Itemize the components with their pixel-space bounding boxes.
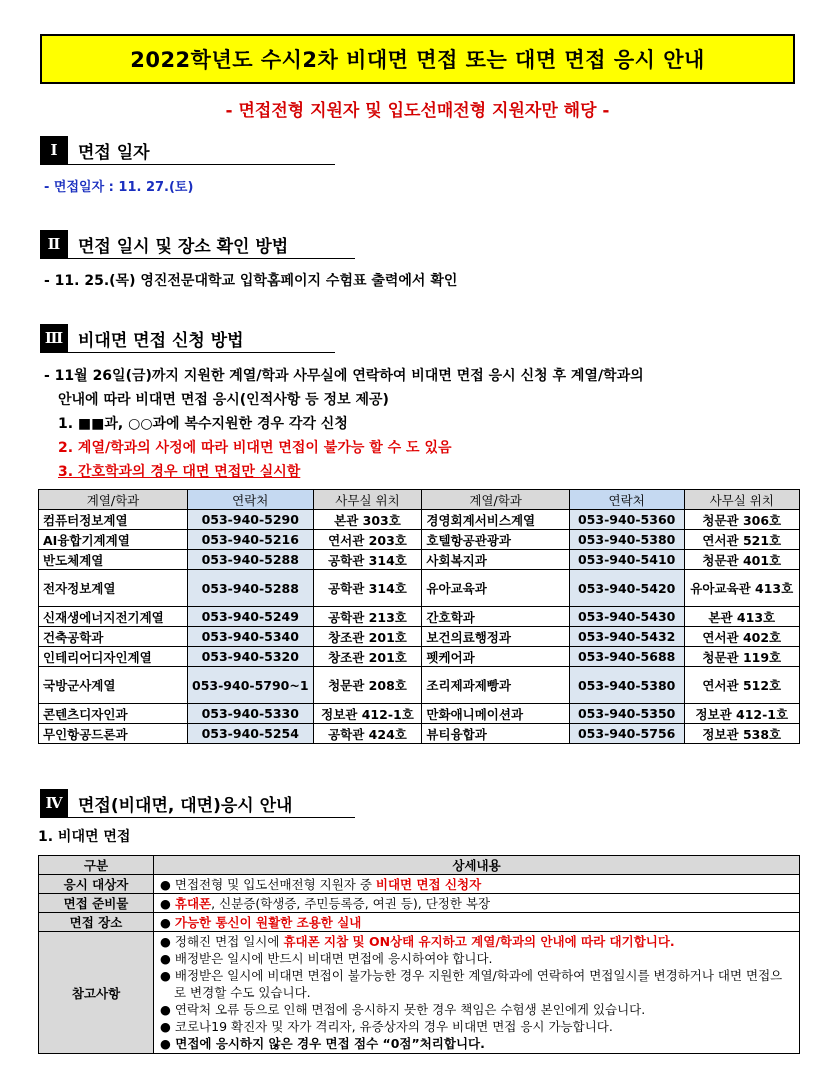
section-2-number: Ⅱ: [40, 230, 68, 258]
dept-phone: 053-940-5330: [188, 704, 314, 724]
prep-text: , 신분증(학생증, 주민등록증, 여권 등), 단정한 복장: [211, 896, 491, 911]
dept-phone: 053-940-5360: [569, 510, 684, 530]
dept-office: 연서관 512호: [684, 667, 799, 704]
place-text: 가능한 통신이 원활한 조용한 실내: [174, 915, 362, 930]
table-row: [39, 530, 800, 550]
header-dept: 계열/학과: [422, 490, 569, 510]
bullet: ●: [160, 1019, 171, 1034]
dept-name: 펫케어과: [422, 647, 569, 667]
apply-text-line1: - 11월 26일(금)까지 지원한 계열/학과 사무실에 연락하여 비대면 면접 응시 신청 후 계열/학과의: [44, 368, 644, 384]
dept-name: 컴퓨터정보계열: [39, 510, 188, 530]
place-label: 면접 장소: [39, 913, 154, 932]
bullet: ●: [160, 877, 171, 892]
table-row: [39, 647, 800, 667]
dept-name: 뷰티융합과: [422, 724, 569, 744]
check-method-text: - 11. 25.(목) 영진전문대학교 입학홈페이지 수험표 출력에서 확인: [44, 273, 458, 289]
section-4-title: 면접(비대면, 대면)응시 안내: [78, 795, 293, 816]
note-1-text: 정해진 면접 일시에: [174, 934, 284, 949]
interview-date: - 면접일자 : 11. 27.(토): [44, 180, 194, 195]
dept-phone: 053-940-5430: [569, 607, 684, 627]
note-2: [160, 950, 793, 967]
prep-highlight: 휴대폰: [174, 896, 212, 911]
table-row: [39, 570, 800, 607]
note-1-highlight: 휴대폰 지참 및 ON상태 유지하고 계열/학과의 안내에 따라 대기합니다.: [283, 934, 675, 949]
dept-name: 만화애니메이션과: [422, 704, 569, 724]
header-phone: 연락처: [188, 490, 314, 510]
dept-name: 사회복지과: [422, 550, 569, 570]
dept-office: 청문관 208호: [313, 667, 422, 704]
dept-phone: 053-940-5254: [188, 724, 314, 744]
info-header-detail: 상세내용: [154, 856, 800, 875]
note-2-text: 배정받은 일시에 반드시 비대면 면접에 응시하여야 합니다.: [174, 951, 493, 966]
table-row: [39, 667, 800, 704]
dept-office: 청문관 306호: [684, 510, 799, 530]
dept-office: 청문관 401호: [684, 550, 799, 570]
apply-item-1: 1. ■■과, ○○과에 복수지원한 경우 각각 신청: [58, 416, 348, 432]
dept-name: 무인항공드론과: [39, 724, 188, 744]
dept-phone: 053-940-5380: [569, 530, 684, 550]
table-row: [39, 607, 800, 627]
dept-name: 간호학과: [422, 607, 569, 627]
bullet: ●: [160, 915, 171, 930]
table-row: [39, 550, 800, 570]
notes-label: 참고사항: [39, 932, 154, 1054]
dept-office: 유아교육관 413호: [684, 570, 799, 607]
table-header-row: [39, 490, 800, 510]
dept-name: 호텔항공관광과: [422, 530, 569, 550]
dept-name: 건축공학과: [39, 627, 188, 647]
note-6: [160, 1035, 793, 1052]
apply-item-3: 3. 간호학과의 경우 대면 면접만 실시함: [58, 464, 301, 480]
dept-phone: 053-940-5350: [569, 704, 684, 724]
section-4-heading: [40, 789, 355, 818]
dept-name: 경영회계서비스계열: [422, 510, 569, 530]
section-3-heading: [40, 324, 335, 353]
dept-office: 공학관 424호: [313, 724, 422, 744]
apply-item-2: 2. 계열/학과의 사정에 따라 비대면 면접이 불가능 할 수 도 있음: [58, 440, 452, 456]
table-row: [39, 627, 800, 647]
dept-office: 공학관 314호: [313, 570, 422, 607]
note-5: [160, 1018, 793, 1035]
target-text: 면접전형 및 입도선매전형 지원자 중: [174, 877, 376, 892]
note-1: [160, 933, 793, 950]
note-3: [160, 967, 793, 1001]
note-5-text: 코로나19 확진자 및 자가 격리자, 유증상자의 경우 비대면 면접 응시 가능합니다.: [174, 1019, 613, 1034]
dept-phone: 053-940-5688: [569, 647, 684, 667]
dept-name: 콘텐츠디자인과: [39, 704, 188, 724]
info-header-row: [39, 856, 800, 875]
note-4-text: 연락처 오류 등으로 인해 면접에 응시하지 못한 경우 책임은 수험생 본인에게 있습니다.: [174, 1002, 646, 1017]
document-title: 2022학년도 수시2차 비대면 면접 또는 대면 면접 응시 안내: [40, 34, 795, 84]
bullet: ●: [160, 934, 171, 949]
dept-phone: 053-940-5288: [188, 570, 314, 607]
bullet: ●: [160, 896, 171, 911]
dept-office: 창조관 201호: [313, 647, 422, 667]
dept-phone: 053-940-5216: [188, 530, 314, 550]
dept-office: 정보관 412-1호: [684, 704, 799, 724]
note-4: [160, 1001, 793, 1018]
info-row-notes: [39, 932, 800, 1054]
bullet: ●: [160, 968, 171, 983]
dept-office: 창조관 201호: [313, 627, 422, 647]
header-phone: 연락처: [569, 490, 684, 510]
document-subtitle: - 면접전형 지원자 및 입도선매전형 지원자만 해당 -: [225, 101, 610, 121]
dept-name: 유아교육과: [422, 570, 569, 607]
table-row: [39, 510, 800, 530]
note-6-text: 면접에 응시하지 않은 경우 면접 점수 “0점”처리합니다.: [175, 1036, 485, 1051]
dept-office: 정보관 538호: [684, 724, 799, 744]
dept-name: 인테리어디자인계열: [39, 647, 188, 667]
dept-name: 신재생에너지전기계열: [39, 607, 188, 627]
place-value: [154, 913, 800, 932]
note-3-text: 배정받은 일시에 비대면 면접이 불가능한 경우 지원한 계열/학과에 연락하여 면접일시를 변경하거나 대면 면접으로 변경할 수도 있습니다.: [174, 968, 783, 1000]
dept-phone: 053-940-5380: [569, 667, 684, 704]
info-row-place: [39, 913, 800, 932]
bullet: ●: [160, 1002, 171, 1017]
dept-phone: 053-940-5320: [188, 647, 314, 667]
target-label: 응시 대상자: [39, 875, 154, 894]
prep-value: [154, 894, 800, 913]
department-contact-table: [38, 489, 800, 744]
dept-phone: 053-940-5420: [569, 570, 684, 607]
section-2-title: 면접 일시 및 장소 확인 방법: [78, 236, 289, 257]
notes-value: [154, 932, 800, 1054]
dept-office: 연서관 203호: [313, 530, 422, 550]
subsection-online-interview: 1. 비대면 면접: [38, 829, 131, 845]
dept-phone: 053-940-5790~1: [188, 667, 314, 704]
dept-office: 공학관 314호: [313, 550, 422, 570]
dept-name: 국방군사계열: [39, 667, 188, 704]
dept-name: AI융합기계계열: [39, 530, 188, 550]
dept-phone: 053-940-5756: [569, 724, 684, 744]
prep-label: 면접 준비물: [39, 894, 154, 913]
online-interview-table: [38, 855, 800, 1054]
bullet: ●: [160, 951, 171, 966]
dept-office: 정보관 412-1호: [313, 704, 422, 724]
dept-name: 반도체계열: [39, 550, 188, 570]
section-1-number: Ⅰ: [40, 136, 68, 164]
apply-text-line2: 안내에 따라 비대면 면접 응시(인적사항 등 정보 제공): [58, 392, 389, 408]
bullet: ●: [160, 1036, 171, 1051]
target-highlight: 비대면 면접 신청자: [375, 877, 482, 892]
dept-phone: 053-940-5340: [188, 627, 314, 647]
dept-office: 연서관 402호: [684, 627, 799, 647]
target-value: [154, 875, 800, 894]
section-1-heading: [40, 136, 335, 165]
header-office: 사무실 위치: [313, 490, 422, 510]
section-4-number: Ⅳ: [40, 789, 68, 817]
dept-phone: 053-940-5249: [188, 607, 314, 627]
info-header-category: 구분: [39, 856, 154, 875]
table-row: [39, 724, 800, 744]
dept-office: 연서관 521호: [684, 530, 799, 550]
dept-office: 본관 413호: [684, 607, 799, 627]
info-row-prep: [39, 894, 800, 913]
dept-office: 본관 303호: [313, 510, 422, 530]
dept-office: 청문관 119호: [684, 647, 799, 667]
dept-phone: 053-940-5432: [569, 627, 684, 647]
header-office: 사무실 위치: [684, 490, 799, 510]
dept-office: 공학관 213호: [313, 607, 422, 627]
section-3-number: Ⅲ: [40, 324, 68, 352]
dept-phone: 053-940-5288: [188, 550, 314, 570]
dept-name: 조리제과제빵과: [422, 667, 569, 704]
dept-name: 보건의료행정과: [422, 627, 569, 647]
header-dept: 계열/학과: [39, 490, 188, 510]
dept-phone: 053-940-5290: [188, 510, 314, 530]
info-row-target: [39, 875, 800, 894]
table-row: [39, 704, 800, 724]
section-2-heading: [40, 230, 355, 259]
section-3-title: 비대면 면접 신청 방법: [78, 330, 244, 351]
dept-name: 전자정보계열: [39, 570, 188, 607]
section-1-title: 면접 일자: [78, 142, 150, 163]
dept-phone: 053-940-5410: [569, 550, 684, 570]
